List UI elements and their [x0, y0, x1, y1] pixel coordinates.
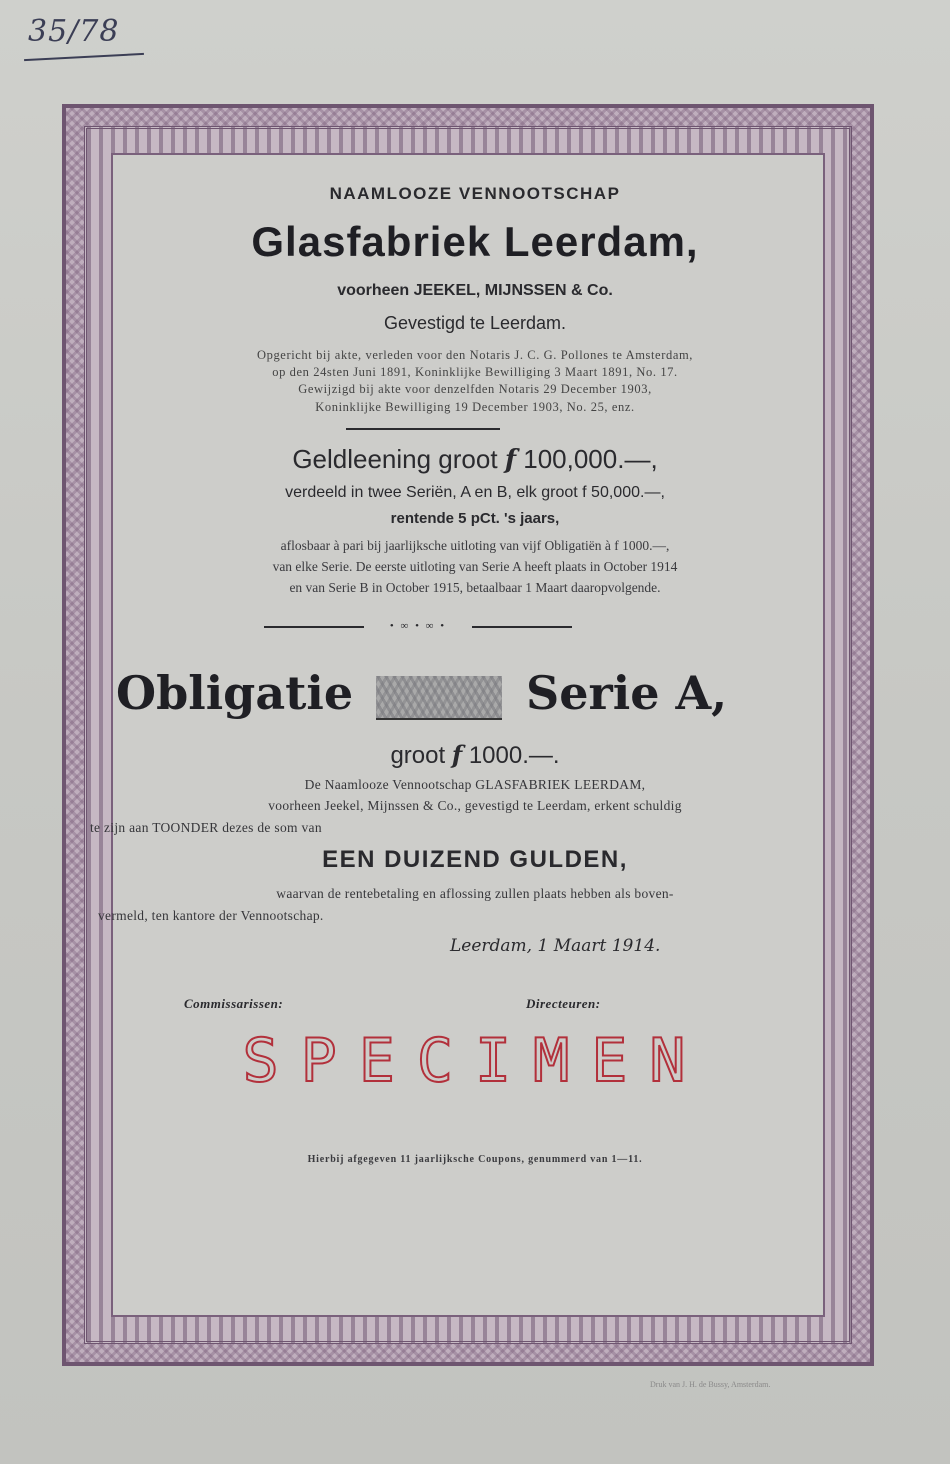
formerly-name: voorheen JEEKEL, MIJNSSEN & Co. [337, 282, 613, 299]
bond-number-redacted [376, 676, 502, 720]
company-name: Glasfabriek Leerdam, [251, 218, 699, 265]
body-line: De Naamlooze Vennootschap GLASFABRIEK LEERDAM, [304, 777, 646, 792]
incorporation-line: Koninklijke Bewilliging 19 December 1903, No. 25, enz. [315, 400, 635, 414]
incorporation-line: op den 24sten Juni 1891, Koninklijke Bewilliging 3 Maart 1891, No. 17. [272, 365, 678, 379]
incorporation-line: Gewijzigd bij akte voor denzelfden Notaris 29 December 1903, [298, 382, 652, 396]
divider-line-left [264, 626, 364, 628]
florin-sign: f [451, 740, 463, 769]
bond-amount-prefix: groot [390, 742, 446, 769]
company-type: NAAMLOOZE VENNOOTSCHAP [329, 184, 621, 203]
directors-signature-label: Directeuren: [526, 996, 601, 1011]
body-line: vermeld, ten kantore der Vennootschap. [98, 908, 324, 923]
handwritten-reference-number: 35/78 [28, 14, 120, 49]
bond-word: Obligatie [116, 666, 354, 720]
section-divider [346, 428, 500, 430]
coupons-note: Hierbij afgegeven 11 jaarlijksche Coupons, genummerd van 1—11. [307, 1154, 643, 1165]
loan-split: verdeeld in twee Seriën, A en B, elk groot f 50,000.—, [285, 484, 665, 501]
bond-amount [0, 740, 950, 770]
body-line: voorheen Jeekel, Mijnssen & Co., gevestigd te Leerdam, erkent schuldig [268, 798, 682, 813]
redemption-line: en van Serie B in October 1915, betaalbaar 1 Maart daaropvolgende. [289, 580, 661, 595]
ornament-icon: • ∞ • ∞ • [389, 620, 447, 632]
loan-amount: 100,000.—, [523, 444, 658, 474]
redemption-line: aflosbaar à pari bij jaarlijksche uitloting van vijf Obligatiën à f 1000.—, [280, 538, 670, 553]
printer-imprint: Druk van J. H. de Bussy, Amsterdam. [650, 1380, 771, 1389]
loan-title [0, 444, 950, 475]
florin-sign: f [504, 445, 516, 475]
body-line: te zijn aan TOONDER dezes de som van [90, 820, 322, 835]
loan-prefix: Geldleening groot [292, 444, 498, 474]
bond-amount-value: 1000.—. [468, 742, 560, 769]
interest-rate: rentende 5 pCt. 's jaars, [390, 510, 560, 527]
place-and-date: Leerdam, 1 Maart 1914. [450, 936, 661, 956]
incorporation-line: Opgericht bij akte, verleden voor den Notaris J. C. G. Pollones te Amsterdam, [256, 348, 694, 362]
divider-line-right [472, 626, 572, 628]
commissioners-signature-label: Commissarissen: [184, 996, 284, 1011]
specimen-stamp: SPECIMEN [242, 1026, 708, 1096]
bond-title-row [0, 666, 950, 726]
body-line: waarvan de rentebetaling en aflossing zullen plaats hebben als boven- [276, 886, 674, 901]
redemption-line: van elke Serie. De eerste uitloting van Serie A heeft plaats in October 1914 [272, 559, 678, 574]
bond-series: Serie A, [526, 666, 728, 720]
company-seat: Gevestigd te Leerdam. [383, 313, 567, 333]
sum-in-words: EEN DUIZEND GULDEN, [322, 846, 628, 873]
ornamental-divider [264, 620, 572, 634]
